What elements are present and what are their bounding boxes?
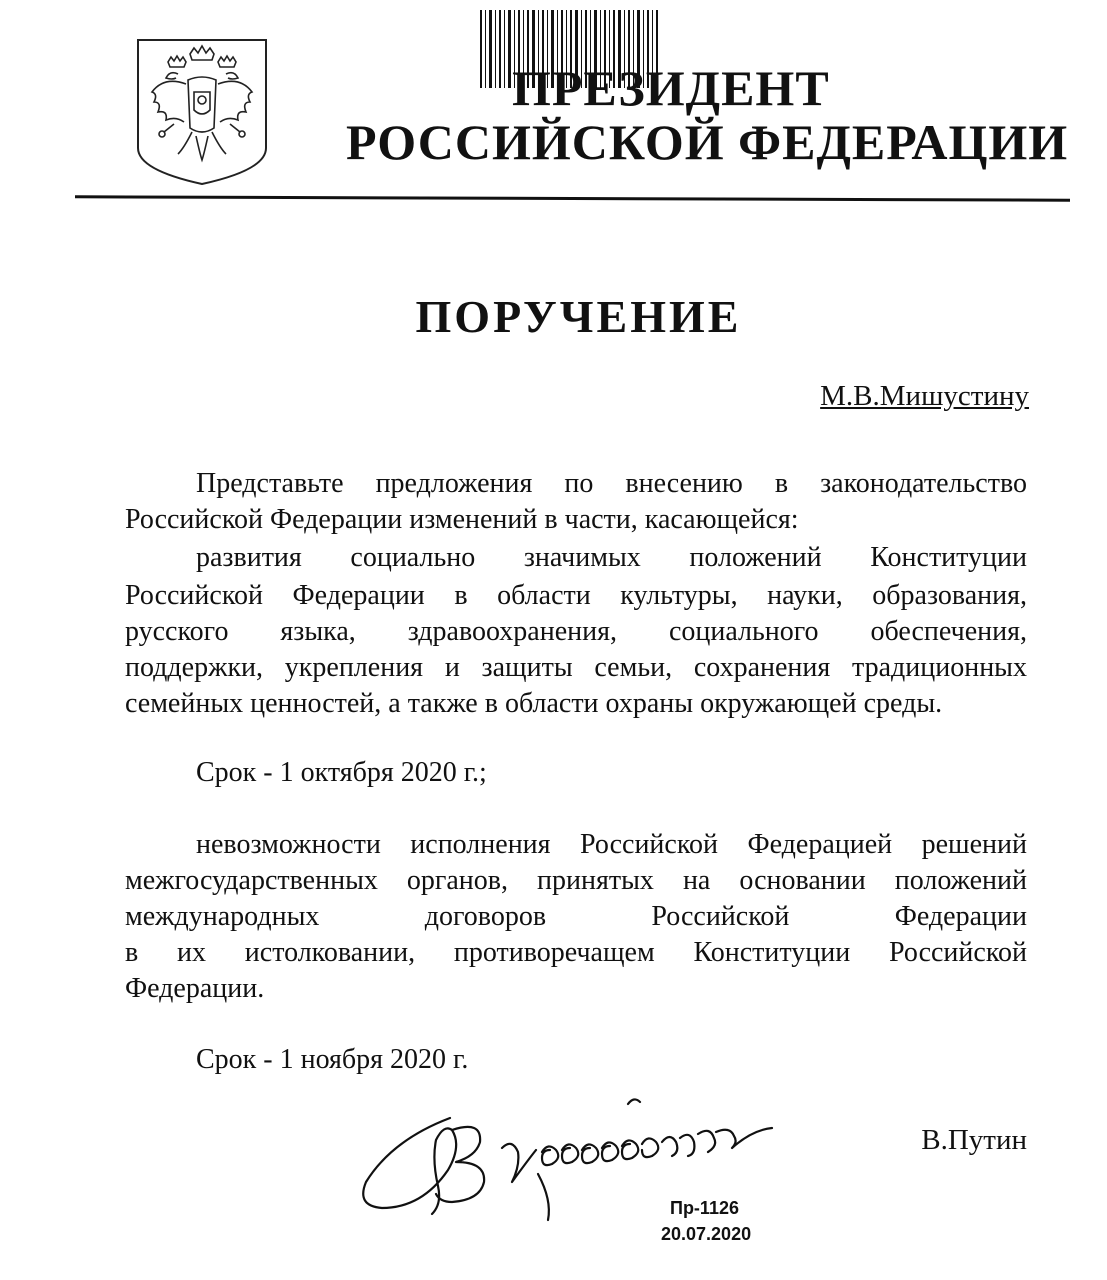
deadline-2: Срок - 1 ноября 2020 г. <box>196 1044 469 1075</box>
header-divider <box>75 195 1070 201</box>
paragraph-2-line-2: Российской Федерации в области культуры, науки, образования, <box>125 580 1027 611</box>
paragraph-3-line-4: в их истолковании, противоречащем Конституции Российской <box>125 937 1027 968</box>
paragraph-2-line-4: поддержки, укрепления и защиты семьи, сохранения традиционных <box>125 652 1027 683</box>
document-date: 20.07.2020 <box>661 1224 752 1244</box>
header-title-line1: ПРЕЗИДЕНТ <box>512 60 830 116</box>
paragraph-1-line-1: Представьте предложения по внесению в законодательство <box>196 468 1027 499</box>
paragraph-3-line-1: невозможности исполнения Российской Федерацией решений <box>196 829 1027 860</box>
deadline-1: Срок - 1 октября 2020 г.; <box>196 757 487 788</box>
coat-of-arms-icon <box>134 36 270 186</box>
paragraph-1-line-2: Российской Федерации изменений в части, касающейся: <box>125 504 799 535</box>
paragraph-3-line-3: международных договоров Российской Федерации <box>125 901 1027 932</box>
addressee: М.В.Мишустину <box>820 380 1029 412</box>
document-title: ПОРУЧЕНИЕ <box>415 291 742 342</box>
document-number: Пр-1126 <box>670 1198 739 1218</box>
signatory-name: В.Путин <box>921 1124 1027 1156</box>
paragraph-2-line-5: семейных ценностей, а также в области охраны окружающей среды. <box>125 688 943 719</box>
header-title-line2: РОССИЙСКОЙ ФЕДЕРАЦИИ <box>346 114 1069 170</box>
paragraph-2-line-1: развития социально значимых положений Конституции <box>196 542 1027 573</box>
paragraph-2-line-3: русского языка, здравоохранения, социального обеспечения, <box>125 616 1027 647</box>
paragraph-3-line-5: Федерации. <box>125 973 265 1004</box>
paragraph-3-line-2: межгосударственных органов, принятых на основании положений <box>125 865 1027 896</box>
